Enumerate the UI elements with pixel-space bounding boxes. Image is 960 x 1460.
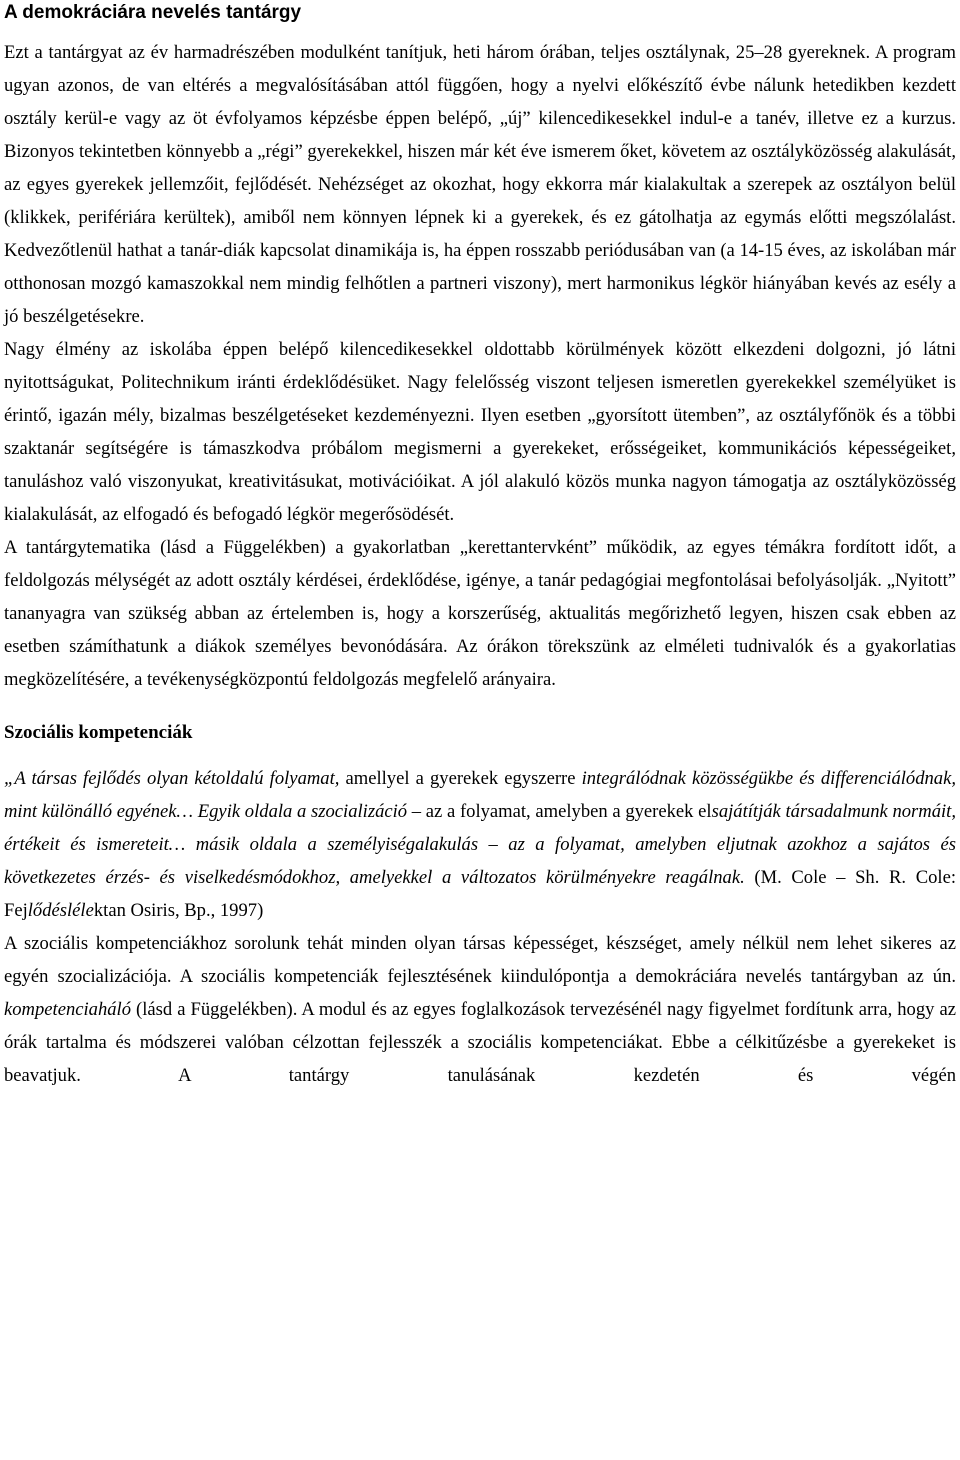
body-paragraph-4-part-a: A szociális kompetenciákhoz sorolunk tehát minden olyan társas képességet, készséget, amely nélkül nem lehet sikeres az egyén szocializációja. A szociális kompetenciák fejlesztésének kiindulópontja a demokráciára nevelés tantárgyban az ún.	[4, 933, 956, 987]
body-paragraph-2: Nagy élmény az iskolába éppen belépő kilencedikesekkel oldottabb körülmények között elkezdeni dolgozni, jó látni nyitottságukat, Politechnikum iránti érdeklődésüket. Nagy felelősség viszont teljesen ismeretlen gyerekekkel személyüket is érintő, igazán mély, bizalmas beszélgetéseket kezdeményezni. Ilyen esetben „gyorsított ütemben”, az osztályfőnök és a többi szaktanár segítségére is támaszkodva próbálom megismerni a gyerekeket, erősségeiket, kommunikációs képességeiket, tanuláshoz való viszonyukat, kreativitásukat, motivációikat. A jól alakuló közös munka nagyon támogatja az osztályközösség kialakulását, az elfogadó és befogadó légkör megerősödését.	[4, 339, 956, 525]
quote-part-4: az a folyamat, amelyben a gyerekek el	[421, 801, 712, 822]
body-paragraph-1: Ezt a tantárgyat az év harmadrészében modulként tanítjuk, heti három órában, teljes osztálynak, 25–28 gyereknek. A program ugyan azonos, de van eltérés a megvalósításában attól függően, hogy a nyelvi előkészítő évbe nálunk hetedikben kezdett osztály kerül-e vagy az öt évfolyamos képzésbe éppen belépő, „új” kilencedikesekkel indul-e a tanév, illetve ez a kurzus. Bizonyos tekintetben könnyebb a „régi” gyerekekkel, hiszen már két éve ismerem őket, követem az osztályközösség alakulását, az egyes gyerekek jellemzőit, fejlődését. Nehézséget az okozhat, hogy ekkorra már kialakultak a szerepek az osztályon belül (klikkek, perifériára kerültek), amiből nem könnyen lépnek ki a gyerekek, és ez gátolhatja az egymás előtti megszólalást. Kedvezőtlenül hathat a tanár-diák kapcsolat dinamikája is, ha éppen rosszabb periódusában van (a 14-15 éves, az iskolában már otthonosan mozgó kamaszokkal nem mindig felhőtlen a partneri viszony), mert harmonikus légkör hiányában kevés az esély a jó beszélgetésekre.	[4, 42, 956, 327]
body-paragraph-4	[4, 927, 956, 1092]
body-paragraph-4-italic: kompetenciaháló	[4, 999, 132, 1020]
quote-part-3: integrálódnak közösségükbe és differenciálódnak, mint különálló egyének… Egyik oldala a szocializáció –	[4, 768, 956, 822]
quote-part-5: sajátítják társadalmunk normáit, értékeit és ismereteit… másik oldala a személyiségalakulás – az a folyamat, amelyben eljutnak azokhoz a sajátos és következetes érzés- és viselkedésmódokhoz, amelyekkel a változatos körülményekre reagálnak.	[4, 801, 956, 888]
quote-part-1: „A társas fejlődés olyan kétoldalú folyamat,	[4, 768, 340, 789]
quote-citation-1: (M. Cole – Sh. R. Cole: Fej	[4, 867, 956, 921]
quote-citation-2: lődésléle	[27, 900, 94, 921]
quote-citation-3: ktan Osiris, Bp., 1997)	[93, 900, 264, 921]
body-paragraph-3: A tantárgytematika (lásd a Függelékben) a gyakorlatban „kerettantervként” működik, az egyes témákra fordított időt, a feldolgozás mélységét az adott osztály kérdései, érdeklődése, igénye, a tanár pedagógiai megfontolásai befolyásolják. „Nyitott” tananyagra van szükség abban az értelemben is, hogy a korszerűség, aktualitás megőrizhető legyen, hiszen csak ebben az esetben számíthatunk a diákok személyes bevonódására. Az órákon törekszünk az elméleti tudnivalók és a gyakorlatias megközelítésére, a tevékenységközpontú feldolgozás megfelelő arányaira.	[4, 537, 956, 690]
body-paragraph-4-part-b: (lásd a Függelékben). A modul és az egyes foglalkozások tervezésénél nagy figyelmet fordítunk arra, hogy az órák tartalma és módszerei valóban célzottan fejlesszék a szociális kompetenciákat. Ebbe a célkitűzésbe a gyerekeket is beavatjuk. A tantárgy tanulásának kezdetén és végén	[4, 999, 956, 1086]
section-heading-social-competences: Szociális kompetenciák	[4, 722, 193, 743]
quote-part-2: amellyel a gyerekek egyszerre	[339, 768, 582, 789]
section-heading-democracy: A demokráciára nevelés tantárgy	[4, 2, 302, 23]
quote-paragraph	[4, 762, 956, 927]
